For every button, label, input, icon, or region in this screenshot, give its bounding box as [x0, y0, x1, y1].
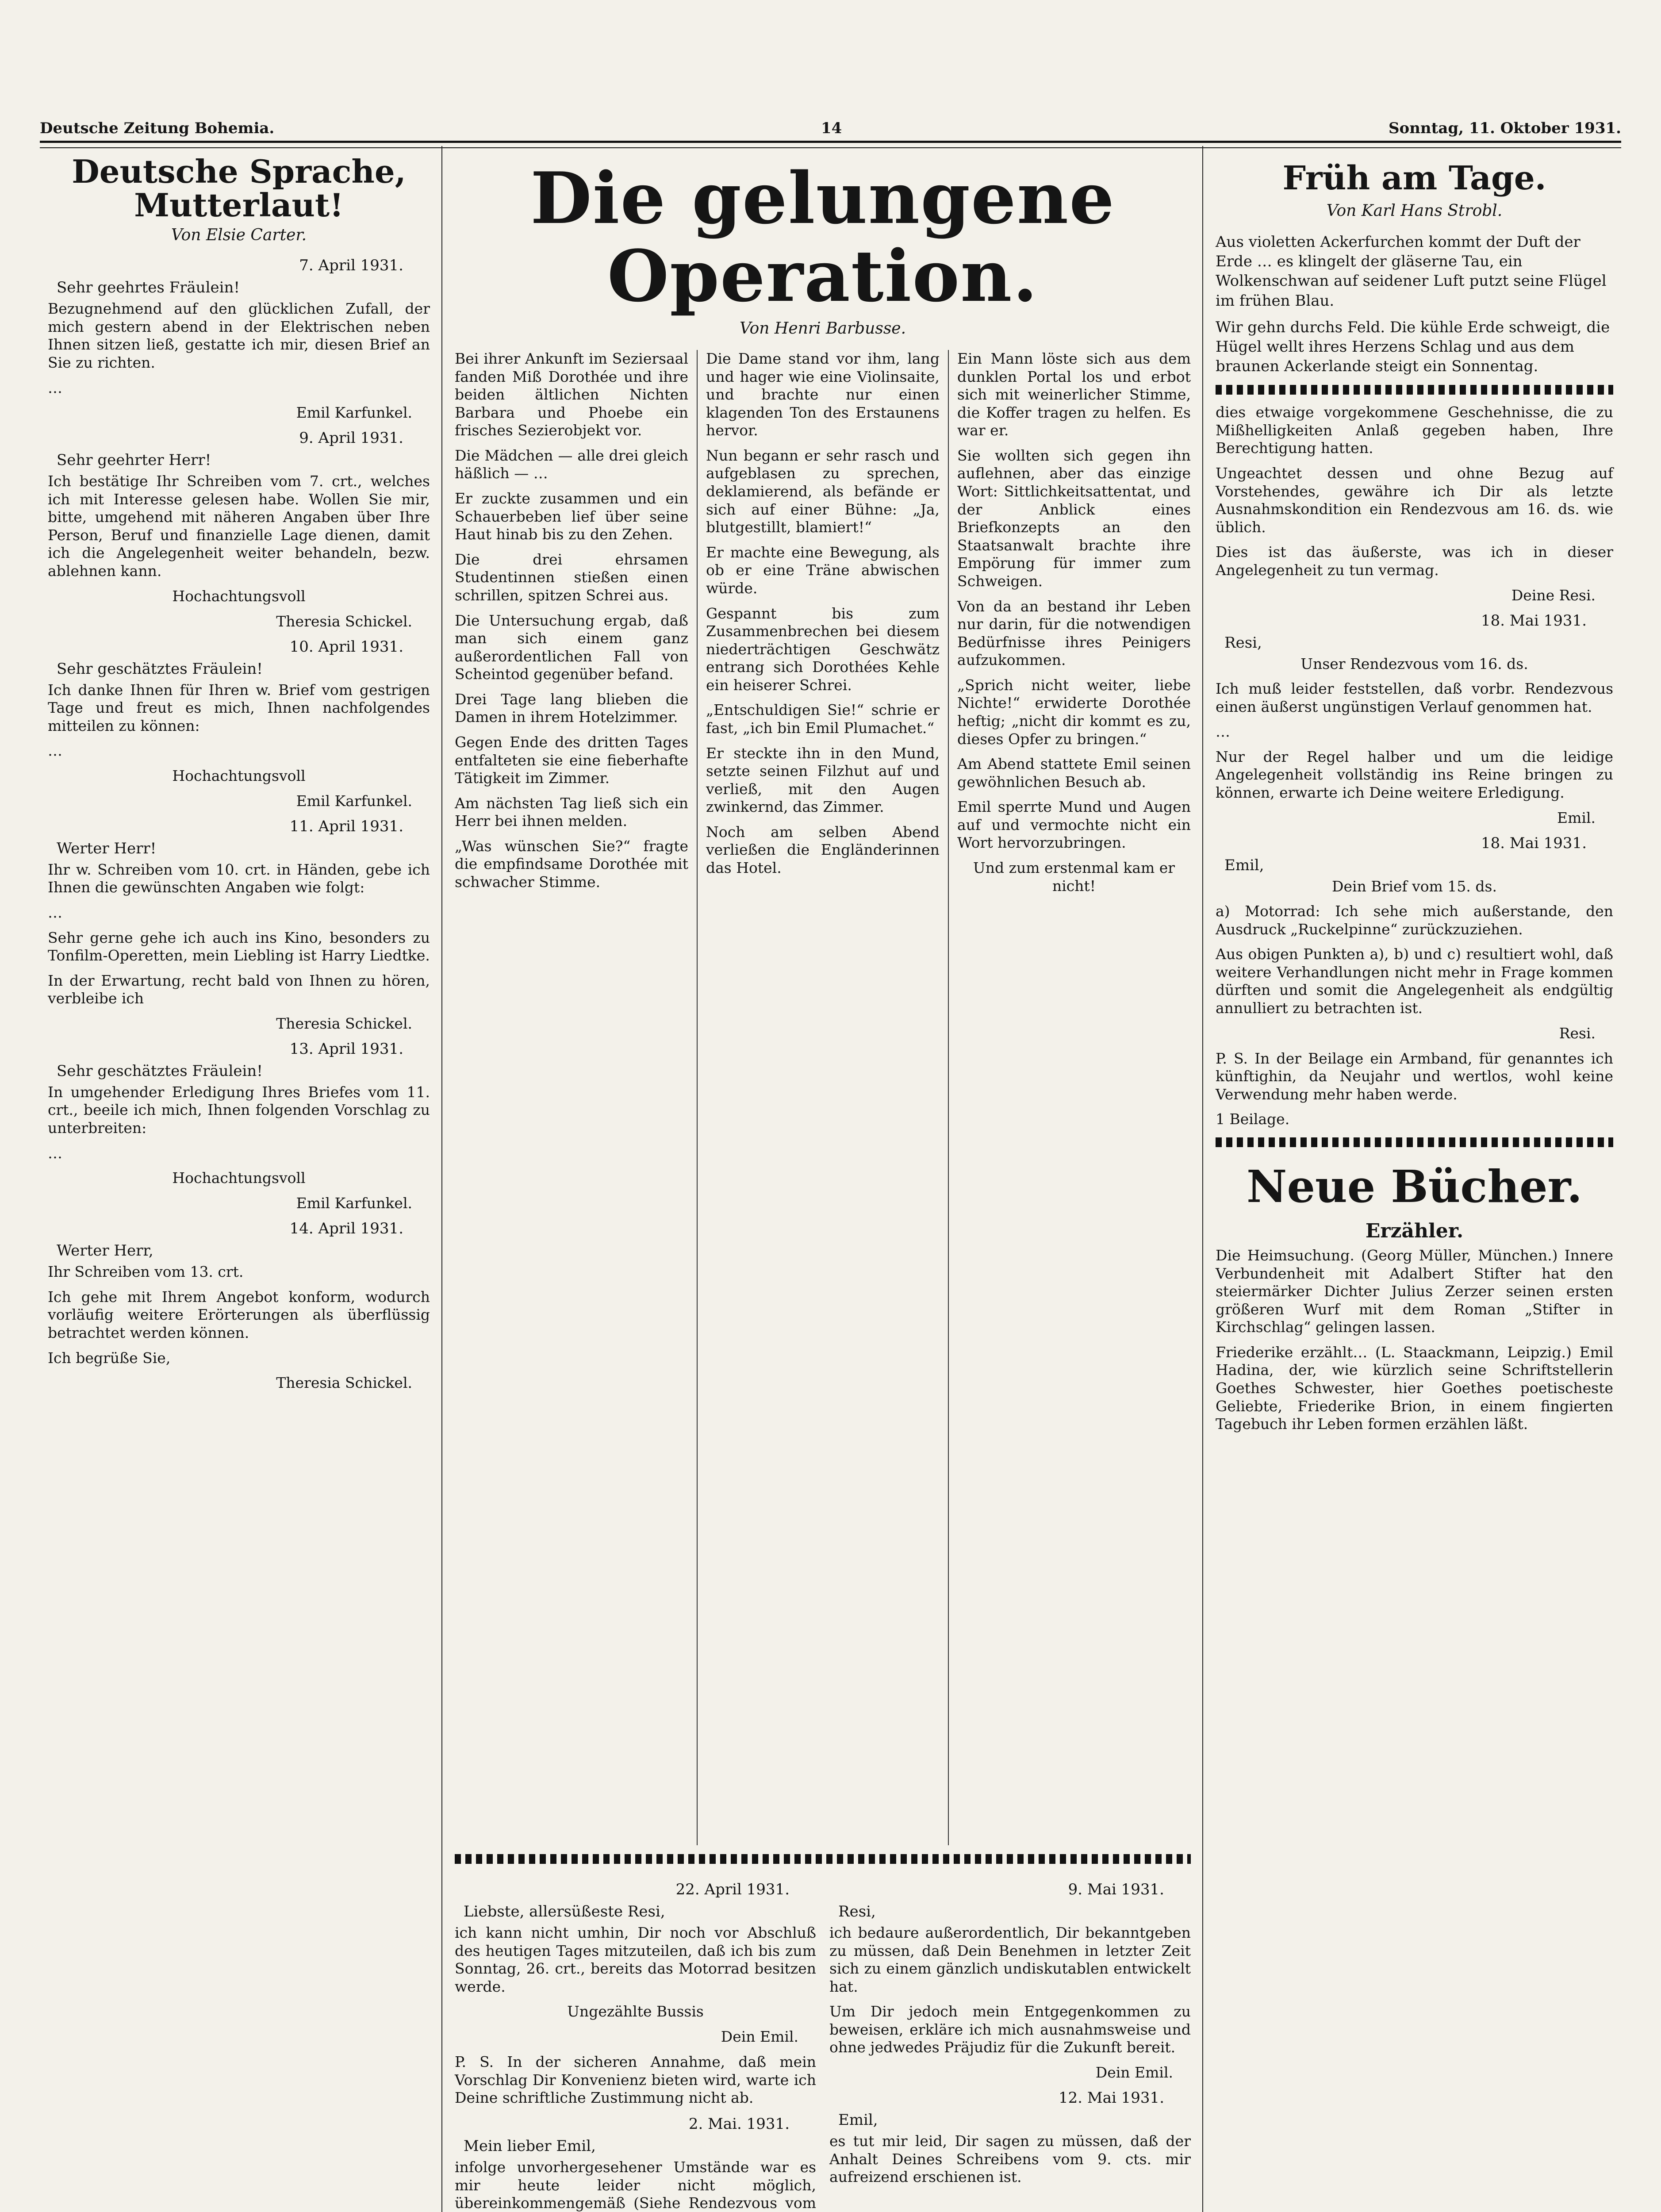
- story-paragraph: Bei ihrer Ankunft im Seziersaal fanden Miß Dorothée und ihre beiden ältlichen Nichten Barbara und Phoebe ein frisches Sezierobjekt vor.: [455, 350, 688, 439]
- letter-body: …: [1216, 723, 1230, 741]
- letter-date: 12. Mai 1931.: [1059, 2089, 1164, 2107]
- letter-salutation: Liebste, allersüßeste Resi,: [464, 1903, 665, 1920]
- column-rule: [1202, 146, 1203, 2212]
- letter-salutation: Sehr geschätztes Fräulein!: [57, 1062, 263, 1080]
- letter-body: Ich gehe mit Ihrem Angebot konform, wodurch vorläufig weitere Erörterungen als überflüssig betrachtet werden können.: [48, 1288, 430, 1341]
- letter-continuation: Dies ist das äußerste, was ich in dieser Angelegenheit zu tun vermag.: [1216, 543, 1613, 579]
- poem-stanza: Wir gehn durchs Feld. Die kühle Erde schweigt, die Hügel wellt ihres Herzens Schlag und aus dem braunen Ackerlande steigt ein Sonnentag.: [1216, 318, 1610, 376]
- poem-byline: Von Karl Hans Strobl.: [1326, 202, 1503, 220]
- letter-body: ich kann nicht umhin, Dir noch vor Abschluß des heutigen Tages mitzuteilen, daß ich bis zum Sonntag, 26. crt., bereits das Motorrad besitzen werde.: [455, 1924, 816, 1995]
- letter-body: Ich danke Ihnen für Ihren w. Brief vom gestrigen Tage und freut es mich, Ihnen nachfolgendes mitteilen zu können:: [48, 681, 430, 734]
- letter-date: 10. April 1931.: [289, 637, 403, 656]
- letter: [48, 1220, 430, 1391]
- story-paragraph: Ein Mann löste sich aus dem dunklen Portal los und erbot sich mit weinerlicher Stimme, die Koffer tragen zu helfen. Es war er.: [957, 350, 1191, 439]
- letter-body: In der Erwartung, recht bald von Ihnen zu hören, verbleibe ich: [48, 972, 430, 1007]
- letter-signature: Emil.: [1557, 809, 1596, 826]
- letter-date: 18. Mai 1931.: [1481, 834, 1587, 852]
- letter-enclosure: 1 Beilage.: [1216, 1110, 1290, 1128]
- letter-body: es tut mir leid, Dir sagen zu müssen, daß der Anhalt Deines Schreibens vom 9. cts. mir aufreizend erschienen ist.: [829, 2132, 1191, 2186]
- letter-salutation: Werter Herr,: [57, 1242, 153, 1260]
- story-paragraph: Nun begann er sehr rasch und aufgeblasen zu sprechen, deklamierend, als befände er sich auf einer Bühne: „Ja, blutgestillt, blamiert!“: [706, 446, 940, 536]
- letter-body: Sehr gerne gehe ich auch ins Kino, besonders zu Tonfilm-Operetten, mein Liebling ist Harry Liedtke.: [48, 929, 430, 964]
- story-paragraph: Er steckte ihn in den Mund, setzte seinen Filzhut auf und verließ, mit den Augen zwinkernd, das Zimmer.: [706, 744, 940, 816]
- article-byline: Von Henri Barbusse.: [739, 319, 906, 338]
- letter: [48, 429, 430, 630]
- story-paragraph: Noch am selben Abend verließen die Engländerinnen das Hotel.: [706, 823, 940, 877]
- letter-body: a) Motorrad: Ich sehe mich außerstande, den Ausdruck „Ruckelpinne“ zurückzuziehen.: [1216, 902, 1613, 938]
- story-paragraph: Er zuckte zusammen und ein Schauerbeben lief über seine Haut hinab bis zu den Zehen.: [455, 490, 688, 543]
- letter-signature: Deine Resi.: [1511, 586, 1596, 604]
- letter-closing: Ungezählte Bussis: [567, 2003, 704, 2020]
- letter-body: Bezugnehmend auf den glücklichen Zufall, der mich gestern abend in der Elektrischen neben Ihnen sitzen ließ, gestatte ich mir, diesen Brief an Sie zu richten.: [48, 300, 430, 371]
- letter-body: Nur der Regel halber und um die leidige Angelegenheit vollständig ins Reine bringen zu können, erwarte ich Deine weitere Erledigung.: [1216, 748, 1613, 801]
- letter-signature: Emil Karfunkel.: [296, 792, 412, 810]
- story-columns: [455, 350, 1191, 1845]
- letter-body: Aus obigen Punkten a), b) und c) resultiert wohl, daß weitere Verhandlungen nicht mehr in Frage kommen dürften und somit die Angelegenheit als endgültig annulliert zu betrachten ist.: [1216, 945, 1613, 1017]
- letter-continuation: Ungeachtet dessen und ohne Bezug auf Vorstehendes, gewähre ich Dir als letzte Ausnahmskondition ein Rendezvous am 16. ds. wie üblich.: [1216, 465, 1613, 536]
- ornamental-rule: [455, 1854, 1191, 1864]
- story-paragraph: „Entschuldigen Sie!“ schrie er fast, „ich bin Emil Plumachet.“: [706, 701, 940, 737]
- story-paragraph: Emil sperrte Mund und Augen auf und vermochte nicht ein Wort hervorzubringen.: [957, 798, 1191, 852]
- article-byline: Von Elsie Carter.: [171, 226, 307, 245]
- letter-signature: Resi.: [1559, 1024, 1596, 1042]
- story-paragraph: Von da an bestand ihr Leben nur darin, für die notwendigen Bedürfnisse ihres Peinigers aufzukommen.: [957, 597, 1191, 669]
- masthead-name: Deutsche Zeitung Bohemia.: [40, 119, 275, 137]
- letter-salutation: Resi,: [838, 1903, 876, 1920]
- letter-body: …: [48, 904, 62, 922]
- section-title: Neue Bücher.: [1247, 1160, 1582, 1213]
- letter: [48, 638, 430, 810]
- ornamental-rule: [1216, 1137, 1613, 1147]
- letter-subject: Dein Brief vom 15. ds.: [1332, 877, 1497, 895]
- letter-body: …: [48, 742, 62, 760]
- letter-closing: Hochachtungsvoll: [172, 1169, 306, 1187]
- letter-postscript: P. S. In der sicheren Annahme, daß mein Vorschlag Dir Konvenienz bieten wird, warte ich Deine schriftliche Zustimmung nicht ab.: [455, 2053, 816, 2107]
- story-paragraph: Die Untersuchung ergab, daß man sich einem ganz außerordentlichen Fall von Scheintod gegenüber befand.: [455, 611, 688, 683]
- column-center: [447, 142, 1199, 2212]
- letter-closing: Hochachtungsvoll: [172, 587, 306, 605]
- letter-salutation: Sehr geschätztes Fräulein!: [57, 660, 263, 678]
- letter-date: 7. April 1931.: [299, 257, 403, 275]
- letter: [48, 1040, 430, 1212]
- letter-body: In umgehender Erledigung Ihres Briefes vom 11. crt., beeile ich mich, Ihnen folgenden Vorschlag zu unterbreiten:: [48, 1083, 430, 1137]
- story-paragraph: Am Abend stattete Emil seinen gewöhnlichen Besuch ab.: [957, 755, 1191, 791]
- story-paragraph: Die Dame stand vor ihm, lang und hager wie eine Violinsaite, und brachte nur einen klagenden Ton des Erstaunens hervor.: [706, 350, 940, 439]
- letter-signature: Theresia Schickel.: [276, 1014, 412, 1032]
- story-paragraph: Am nächsten Tag ließ sich ein Herr bei ihnen melden.: [455, 794, 688, 830]
- letter-body: …: [48, 1144, 62, 1162]
- letter-salutation: Resi,: [1224, 634, 1262, 652]
- letter-body: infolge unvorhergesehener Umstände war es mir heute leider nicht möglich, übereinkommengemäß (Siehe Rendezvous vom: [455, 2158, 816, 2212]
- letter-date: 13. April 1931.: [289, 1040, 403, 1058]
- book-review: Friederike erzählt… (L. Staackmann, Leipzig.) Emil Hadina, der, wie kürzlich seine Schriftstellerin Goethes Schwester, hier Goethes poetischeste Geliebte, Friederike Brion, in einem fingierten Tagebuch ihr Leben formen erzählen läßt.: [1216, 1343, 1613, 1433]
- poem-title: Früh am Tage.: [1282, 159, 1546, 197]
- column-rule: [441, 146, 442, 2212]
- story-paragraph: Die Mädchen — alle drei gleich häßlich — …: [455, 446, 688, 482]
- letter-body: …: [48, 379, 62, 396]
- letter-date: 14. April 1931.: [289, 1220, 403, 1238]
- letter-signature: Dein Emil.: [721, 2028, 798, 2046]
- letter-salutation: Sehr geehrtes Fräulein!: [57, 279, 240, 297]
- story-paragraph: Gegen Ende des dritten Tages entfalteten sie eine fieberhafte Tätigkeit im Zimmer.: [455, 733, 688, 787]
- article-title: Deutsche Sprache, Mutterlaut!: [72, 153, 406, 224]
- letter-salutation: Emil,: [838, 2111, 878, 2129]
- story-paragraph: Gespannt bis zum Zusammenbrechen bei diesem niederträchtigen Geschwätz entrang sich Dorothées Kehle ein heiserer Schrei.: [706, 604, 940, 694]
- letter-salutation: Werter Herr!: [57, 839, 157, 857]
- letter-signature: Dein Emil.: [1095, 2064, 1173, 2081]
- letter-signature: Emil Karfunkel.: [296, 1194, 412, 1212]
- letter-date: 11. April 1931.: [289, 817, 403, 835]
- issue-date: Sonntag, 11. Oktober 1931.: [1388, 119, 1621, 137]
- letter-body: Um Dir jedoch mein Entgegenkommen zu beweisen, erkläre ich mich ausnahmsweise und ohne jedwedes Präjudiz für die Zukunft bereit.: [829, 2003, 1191, 2056]
- letter-salutation: Mein lieber Emil,: [464, 2137, 596, 2155]
- book-review: Die Heimsuchung. (Georg Müller, München.) Innere Verbundenheit mit Adalbert Stifter hat den steiermärker Dichter Julius Zerzer seinen ersten größeren Wurf mit dem Roman „Stifter in Kirchschlag“ gelingen lassen.: [1216, 1246, 1613, 1336]
- letter-continuation: dies etwaige vorgekommene Geschehnisse, die zu Mißhelligkeiten Anlaß gegeben haben, Ihre Berechtigung hatten.: [1216, 403, 1613, 457]
- article-title: Die gelungene Operation.: [530, 157, 1115, 318]
- letter-signature: Emil Karfunkel.: [296, 404, 412, 422]
- letter-postscript: P. S. In der Beilage ein Armband, für genanntes ich künftighin, da Neujahr und wertlos, wohl keine Verwendung mehr haben werde.: [1216, 1049, 1613, 1103]
- story-paragraph: Die drei ehrsamen Studentinnen stießen einen schrillen, spitzen Schrei aus.: [455, 550, 688, 604]
- letters-column: [455, 1873, 816, 2212]
- letter-date: 9. Mai 1931.: [1068, 1881, 1164, 1898]
- story-ending: Und zum erstenmal kam er nicht!: [973, 859, 1175, 895]
- letters-column: [829, 1873, 1191, 2212]
- page-header: [40, 111, 1621, 137]
- letter: [48, 818, 430, 1032]
- letter-signature: Theresia Schickel.: [276, 1374, 412, 1392]
- letter-salutation: Sehr geehrter Herr!: [57, 451, 211, 469]
- letter-date: 9. April 1931.: [299, 429, 403, 447]
- column-right: [1208, 142, 1621, 2212]
- column-left: [40, 142, 438, 2212]
- letter-date: 18. Mai 1931.: [1481, 611, 1587, 630]
- letter-body: ich bedaure außerordentlich, Dir bekanntgeben zu müssen, daß Dein Benehmen in letzter Zeit sich zu einem gänzlich undiskutablen entwickelt hat.: [829, 1924, 1191, 1995]
- ornamental-rule: [1216, 385, 1613, 395]
- letter: [48, 257, 430, 421]
- letter-salutation: Emil,: [1224, 856, 1264, 874]
- letter-body: Ihr Schreiben vom 13. crt.: [48, 1263, 244, 1281]
- letter-body: Ich begrüße Sie,: [48, 1349, 171, 1367]
- letter-body: Ich muß leider feststellen, daß vorbr. Rendezvous einen äußerst ungünstigen Verlauf genommen hat.: [1216, 680, 1613, 715]
- letter-signature: Theresia Schickel.: [276, 612, 412, 630]
- page-number: 14: [821, 119, 842, 137]
- letter-closing: Hochachtungsvoll: [172, 767, 306, 784]
- letters-section: [455, 1873, 1191, 2212]
- letter-date: 2. Mai. 1931.: [688, 2115, 790, 2133]
- story-paragraph: Drei Tage lang blieben die Damen in ihrem Hotelzimmer.: [455, 690, 688, 726]
- story-paragraph: Er machte eine Bewegung, als ob er eine Träne abwischen würde.: [706, 543, 940, 597]
- story-paragraph: „Was wünschen Sie?“ fragte die empfindsame Dorothée mit schwacher Stimme.: [455, 837, 688, 891]
- letter-body: Ich bestätige Ihr Schreiben vom 7. crt., welches ich mit Interesse gelesen habe. Wollen Sie mir, bitte, umgehend mit näheren Angaben über Ihre Person, Beruf und finanzielle Lage dienen, damit ich die Angelegenheit weiter behandeln, bezw. ablehnen kann.: [48, 472, 430, 580]
- story-paragraph: „Sprich nicht weiter, liebe Nichte!“ erwiderte Dorothée heftig; „nicht dir kommt es zu, dieses Opfer zu bringen.“: [957, 676, 1191, 748]
- letter-date: 22. April 1931.: [675, 1881, 790, 1898]
- story-paragraph: Sie wollten sich gegen ihn auflehnen, aber das einzige Wort: Sittlichkeitsattentat, und der Anblick eines Briefkonzepts an den Staatsanwalt brachte ihre Empörung für immer zum Schweigen.: [957, 446, 1191, 590]
- letter-subject: Unser Rendezvous vom 16. ds.: [1300, 655, 1528, 672]
- letter-body: Ihr w. Schreiben vom 10. crt. in Händen, gebe ich Ihnen die gewünschten Angaben wie folgt:: [48, 860, 430, 896]
- poem-stanza: Aus violetten Ackerfurchen kommt der Duft der Erde … es klingelt der gläserne Tau, ein Wolkenschwan auf seidener Luft putzt seine Flügel im frühen Blau.: [1216, 233, 1607, 310]
- section-subtitle: Erzähler.: [1365, 1219, 1464, 1242]
